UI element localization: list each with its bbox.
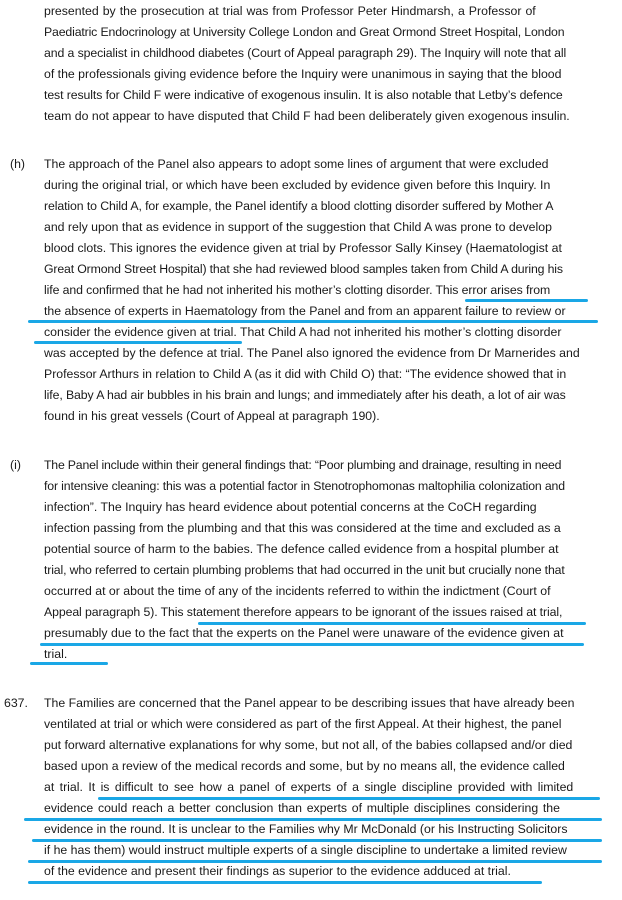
text-line: based upon a review of the medical records and some, but by no means all, the evidence called [44, 759, 565, 773]
text-line: infection”. The Inquiry has heard evidence about potential concerns at the CoCH regarding [44, 500, 537, 514]
text-line: during the original trial, or which have been excluded by evidence given before this Inquiry. In [44, 178, 551, 192]
text-line: consider the evidence given at trial. That Child A had not inherited his mother’s clotting disorder [44, 325, 562, 339]
text-line: relation to Child A, for example, the Panel identify a blood clotting disorder suffered by Mother A [44, 199, 554, 213]
highlight-underline [198, 622, 586, 625]
text-line: The Families are concerned that the Panel appear to be describing issues that have already been [44, 696, 575, 710]
highlight-underline [32, 839, 602, 842]
highlight-underline [34, 341, 242, 344]
text-line: evidence could reach a better conclusion than experts of multiple disciplines considering the [44, 801, 560, 815]
text-line: occurred at or about the time of any of the incidents referred to within the indictment (Court of [44, 584, 551, 598]
text-line: Appeal paragraph 5). This statement therefore appears to be ignorant of the issues raised at trial, [44, 605, 563, 619]
text-line: Paediatric Endocrinology at University College London and Great Ormond Street Hospital, London [44, 25, 565, 39]
highlight-underline [40, 643, 584, 646]
item-marker: (i) [10, 458, 21, 472]
text-line: blood clots. This ignores the evidence given at trial by Professor Sally Kinsey (Haematologist at [44, 241, 562, 255]
text-line: presented by the prosecution at trial was from Professor Peter Hindmarsh, a Professor of [44, 4, 536, 18]
text-line: if he has them) would instruct multiple experts of a single discipline to undertake a limited review [44, 843, 567, 857]
highlight-underline [30, 662, 108, 665]
text-line: trial, who referred to certain plumbing problems that had occurred in the unit but crucially none that [44, 563, 565, 577]
highlight-underline [28, 881, 542, 884]
text-line: was accepted by the defence at trial. The Panel also ignored the evidence from Dr Marnerides and [44, 346, 580, 360]
paragraph-number: 637. [4, 696, 28, 710]
highlight-underline [465, 299, 588, 302]
text-line: The Panel include within their general findings that: “Poor plumbing and drainage, resulting in need [44, 458, 562, 472]
highlight-underline [28, 860, 602, 863]
text-line: the absence of experts in Haematology from the Panel and from an apparent failure to review or [44, 304, 566, 318]
text-line: potential source of harm to the babies. The defence called evidence from a hospital plumber at [44, 542, 559, 556]
text-line: test results for Child F were indicative of exogenous insulin. It is also notable that Letby’s defence [44, 88, 563, 102]
text-line: put forward alternative explanations for why some, but not all, of the babies collapsed and/or died [44, 738, 573, 752]
text-line: of the professionals giving evidence before the Inquiry were unanimous in saying that the blood [44, 67, 562, 81]
text-line: Professor Arthurs in relation to Child A (as it did with Child O) that: “The evidence showed that in [44, 367, 567, 381]
text-line: presumably due to the fact that the experts on the Panel were unaware of the evidence given at [44, 626, 564, 640]
text-line: team do not appear to have disputed that Child F had been deliberately given exogenous insulin. [44, 109, 570, 123]
text-line: trial. [44, 647, 68, 661]
item-marker: (h) [10, 157, 26, 171]
text-line: for intensive cleaning: this was a potential factor in Stenotrophomonas maltophilia colonization and [44, 479, 565, 493]
text-line: evidence in the round. It is unclear to the Families why Mr McDonald (or his Instructing Solicitors [44, 822, 568, 836]
highlight-underline [28, 320, 598, 323]
text-line: ventilated at trial or which were considered as part of the first Appeal. At their highest, the panel [44, 717, 562, 731]
text-line: and a specialist in childhood diabetes (Court of Appeal paragraph 29). The Inquiry will note that all [44, 46, 567, 60]
text-line: life and confirmed that he had not inherited his mother’s clotting disorder. This error arises from [44, 283, 551, 297]
text-line: found in his great vessels (Court of Appeal at paragraph 190). [44, 409, 380, 423]
text-line: at trial. It is difficult to see how a panel of experts of a single discipline provided with limited [44, 780, 574, 794]
text-line: The approach of the Panel also appears to adopt some lines of argument that were excluded [44, 157, 549, 171]
text-line: Great Ormond Street Hospital) that she had reviewed blood samples taken from Child A during his [44, 262, 563, 276]
text-line: of the evidence and present their findings as superior to the evidence adduced at trial. [44, 864, 511, 878]
text-line: and rely upon that as evidence in support of the suggestion that Child A was prone to develop [44, 220, 552, 234]
highlight-underline [24, 818, 602, 821]
highlight-underline [98, 797, 600, 800]
text-line: infection passing from the plumbing and that this was considered at the time and excluded as a [44, 521, 561, 535]
text-line: life, Baby A had air bubbles in his brain and lungs; and immediately after his death, a lot of air was [44, 388, 566, 402]
